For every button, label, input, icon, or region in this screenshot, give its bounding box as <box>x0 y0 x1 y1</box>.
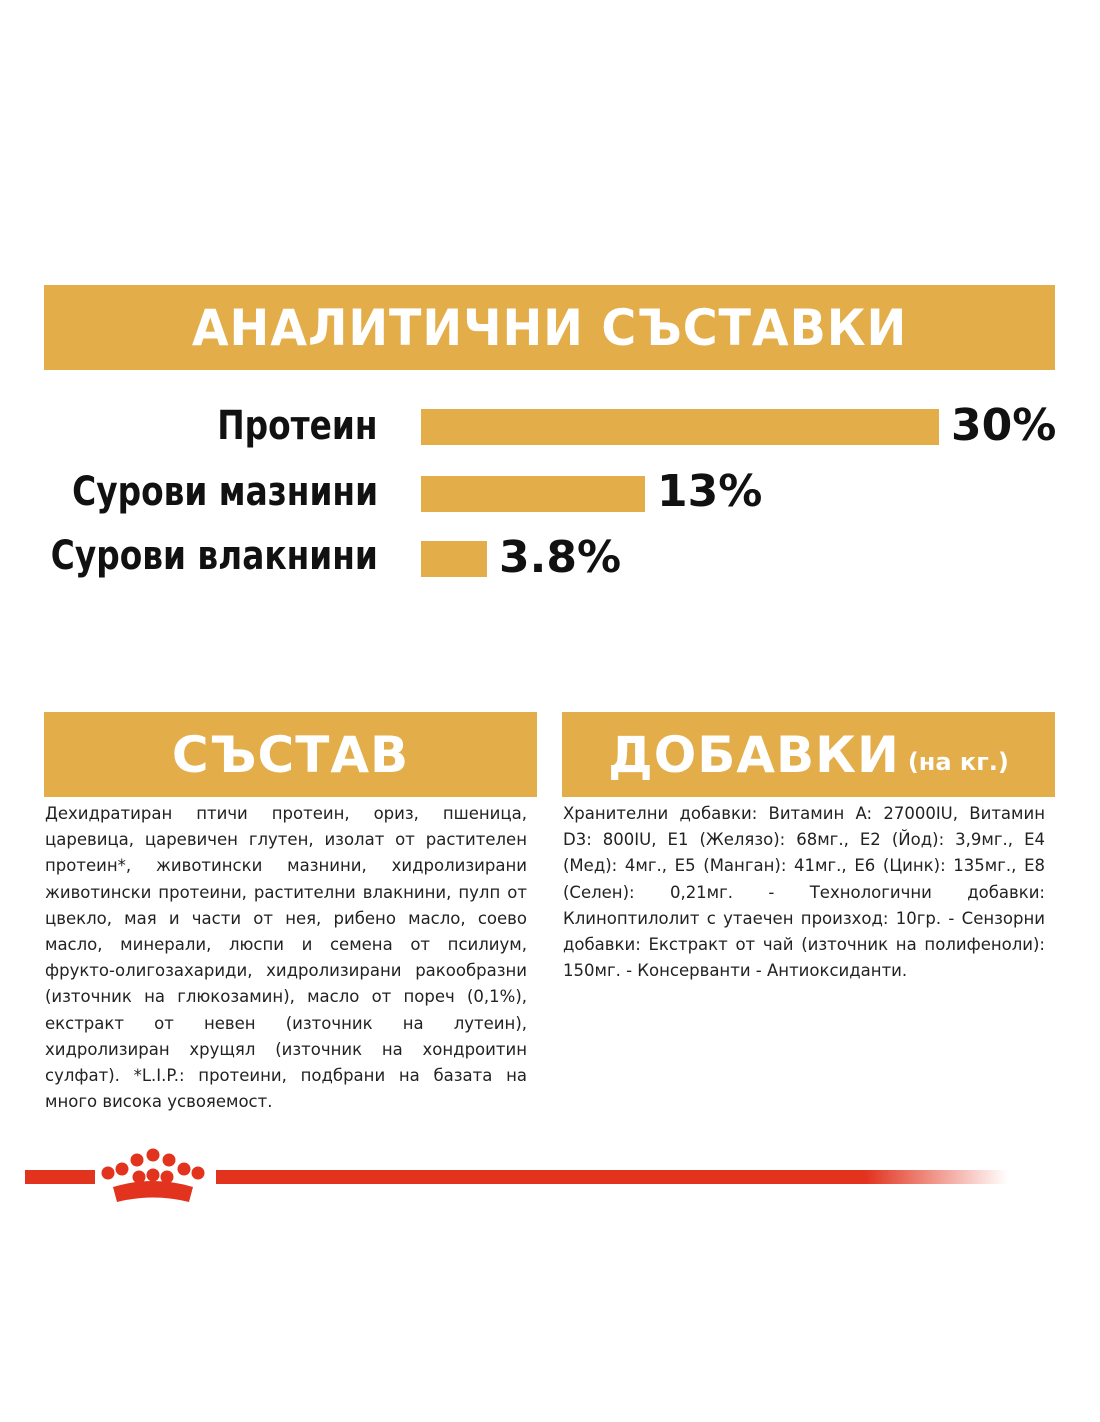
additives-banner <box>562 712 1055 797</box>
composition-text: Дехидратиран птичи протеин, ориз, пшеница, царевица, царевичен глутен, изолат от растителен протеин*, животински мазнини, хидролизирани животински протеини, растителни влакнини, пулп от цвекло, мая и части от нея, рибено масло, соево масло, минерали, люспи и семена от псилиум, фрукто-олигозахариди, хидролизирани ракообразни (източник на глюкозамин), масло от пореч (0,1%), екстракт от невен (източник на лутеин), хидролизиран хрущял (източник на хондроитин сулфат). *L.I.P.: протеини, подбрани на базата на много висока усвояемост. <box>45 804 527 1112</box>
nutrient-value-fat: 13% <box>657 466 763 517</box>
brand-rule-right <box>216 1170 1008 1184</box>
analytic-constituents-banner <box>44 285 1055 370</box>
nutrient-label-protein: Протеин <box>217 403 378 449</box>
nutrient-bar-protein <box>421 409 939 445</box>
nutrient-value-fibre: 3.8% <box>499 532 622 583</box>
royal-canin-crown-icon <box>97 1147 209 1207</box>
composition-title: СЪСТАВ <box>171 725 410 784</box>
composition-banner <box>44 712 537 797</box>
nutrient-label-fibre: Сурови влакнини <box>50 533 378 579</box>
analytic-constituents-title: АНАЛИТИЧНИ СЪСТАВКИ <box>191 298 908 357</box>
additives-title: ДОБАВКИ <box>608 725 900 784</box>
nutrient-bar-fibre <box>421 541 487 577</box>
additives-text: Хранителни добавки: Витамин A: 27000IU, Витамин D3: 800IU, E1 (Желязо): 68мг., E2 (Йод): 3,9мг., E4 (Мед): 4мг., E5 (Манган): 41мг., E6 (Цинк): 135мг., E8 (Селен): 0,21мг. - Технологични добавки: Клиноптилолит с утаечен произход: 10гр. - Сензорни добавки: Екстракт от чай (източник на полифеноли): 150мг. - Консерванти - Антиоксиданти. <box>563 804 1045 981</box>
brand-rule-left <box>25 1170 95 1184</box>
additives-subtitle: (на кг.) <box>907 747 1009 776</box>
nutrient-value-protein: 30% <box>951 400 1057 451</box>
nutrient-label-fat: Сурови мазнини <box>72 469 378 515</box>
nutrient-bar-fat <box>421 476 645 512</box>
